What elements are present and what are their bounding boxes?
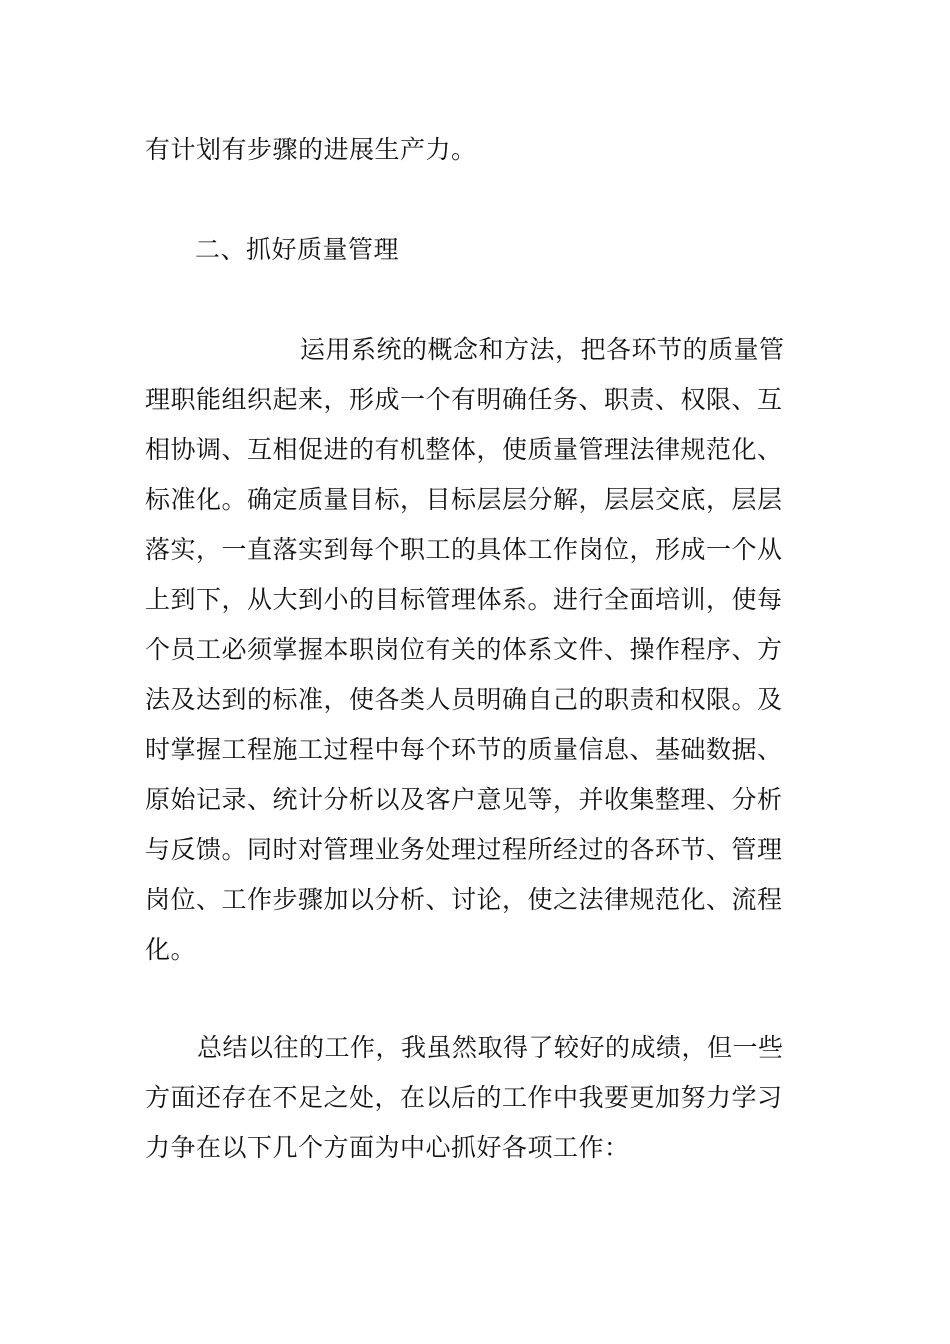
text-line: 与反馈。同时对管理业务处理过程所经过的各环节、管理 bbox=[145, 835, 783, 864]
text-line: 理职能组织起来，形成一个有明确任务、职责、权限、互 bbox=[145, 385, 783, 414]
text-line: 相协调、互相促进的有机整体，使质量管理法律规范化、 bbox=[145, 435, 783, 464]
text-line: 原始记录、统计分析以及客户意见等，并收集整理、分析 bbox=[145, 785, 783, 814]
text-line: 岗位、工作步骤加以分析、讨论，使之法律规范化、流程 bbox=[145, 885, 783, 914]
text-line: 法及达到的标准，使各类人员明确自己的职责和权限。及 bbox=[145, 685, 783, 714]
text-line: 运用系统的概念和方法，把各环节的质量管 bbox=[300, 335, 785, 364]
text-line: 落实，一直落实到每个职工的具体工作岗位，形成一个从 bbox=[145, 535, 783, 564]
section-heading: 二、抓好质量管理 bbox=[195, 235, 400, 264]
text-line: 时掌握工程施工过程中每个环节的质量信息、基础数据、 bbox=[145, 735, 783, 764]
text-line: 上到下，从大到小的目标管理体系。进行全面培训，使每 bbox=[145, 585, 783, 614]
text-line: 方面还存在不足之处，在以后的工作中我要更加努力学习 bbox=[145, 1083, 783, 1112]
text-line: 有计划有步骤的进展生产力。 bbox=[145, 135, 477, 164]
text-line: 标准化。确定质量目标，目标层层分解，层层交底，层层 bbox=[145, 485, 783, 514]
text-line: 总结以往的工作，我虽然取得了较好的成绩，但一些 bbox=[197, 1033, 784, 1062]
text-line: 化。 bbox=[145, 935, 197, 964]
text-line: 个员工必须掌握本职岗位有关的体系文件、操作程序、方 bbox=[145, 635, 783, 664]
text-line: 力争在以下几个方面为中心抓好各项工作： bbox=[145, 1133, 630, 1162]
